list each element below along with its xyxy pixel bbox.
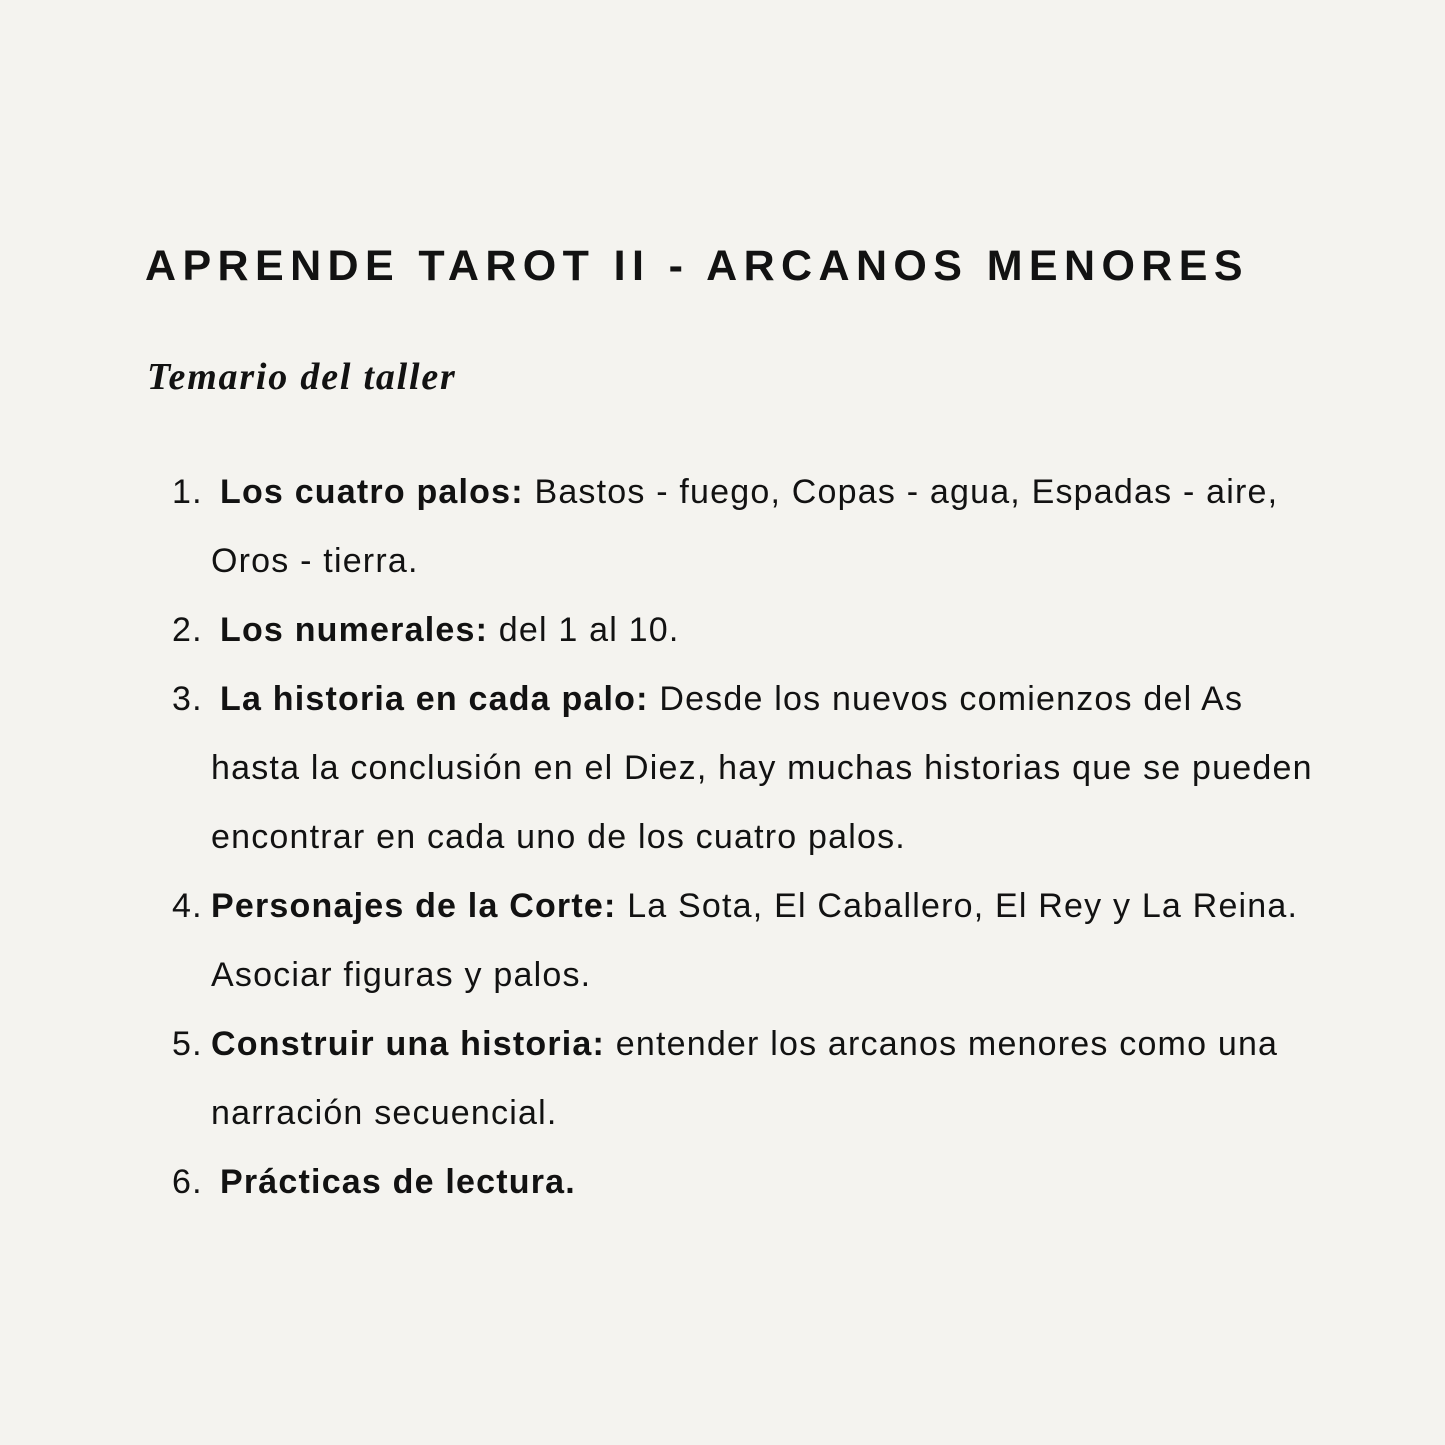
topic-heading: Prácticas de lectura. xyxy=(220,1163,576,1201)
topic-number: 6. xyxy=(172,1163,203,1201)
topic-description: La Sota, El Caballero, El Rey y La Reina. Asociar figuras y palos. xyxy=(211,887,1299,994)
topic-item-construir-historia xyxy=(0,1010,1321,1148)
topic-text xyxy=(211,1148,1321,1217)
topic-item-practicas-lectura xyxy=(0,1148,1321,1217)
topic-item-numerales xyxy=(0,596,1321,665)
topic-number: 1. xyxy=(172,473,203,511)
topic-description: Bastos - fuego, Copas - agua, Espadas - aire, Oros - tierra. xyxy=(211,473,1279,580)
topic-item-historia-palo xyxy=(0,665,1321,872)
topic-heading: Construir una historia: xyxy=(211,1025,606,1063)
topic-number: 3. xyxy=(172,680,203,718)
topic-heading: La historia en cada palo: xyxy=(220,680,649,718)
topic-number: 2. xyxy=(172,611,203,649)
topic-text xyxy=(211,458,1321,596)
topic-text xyxy=(211,665,1321,872)
topic-item-personajes-corte xyxy=(0,872,1321,1010)
topic-heading: Los cuatro palos: xyxy=(220,473,524,511)
topic-number: 5. xyxy=(172,1025,203,1063)
topic-number: 4. xyxy=(172,887,203,925)
page-subtitle: Temario del taller xyxy=(147,356,457,398)
topic-heading: Personajes de la Corte: xyxy=(211,887,617,925)
topic-text xyxy=(211,596,1321,665)
topic-list xyxy=(0,458,1445,1217)
topic-text xyxy=(211,1010,1321,1148)
topic-item-cuatro-palos xyxy=(0,458,1321,596)
topic-description: entender los arcanos menores como una narración secuencial. xyxy=(211,1025,1279,1132)
topic-description: Desde los nuevos comienzos del As hasta la conclusión en el Diez, hay muchas historias que se pueden encontrar en cada uno de los cuatro palos. xyxy=(211,680,1313,856)
topic-description: del 1 al 10. xyxy=(498,611,680,649)
topic-heading: Los numerales: xyxy=(220,611,489,649)
topic-text xyxy=(211,872,1321,1010)
page-title: APRENDE TAROT II - ARCANOS MENORES xyxy=(145,242,1249,290)
